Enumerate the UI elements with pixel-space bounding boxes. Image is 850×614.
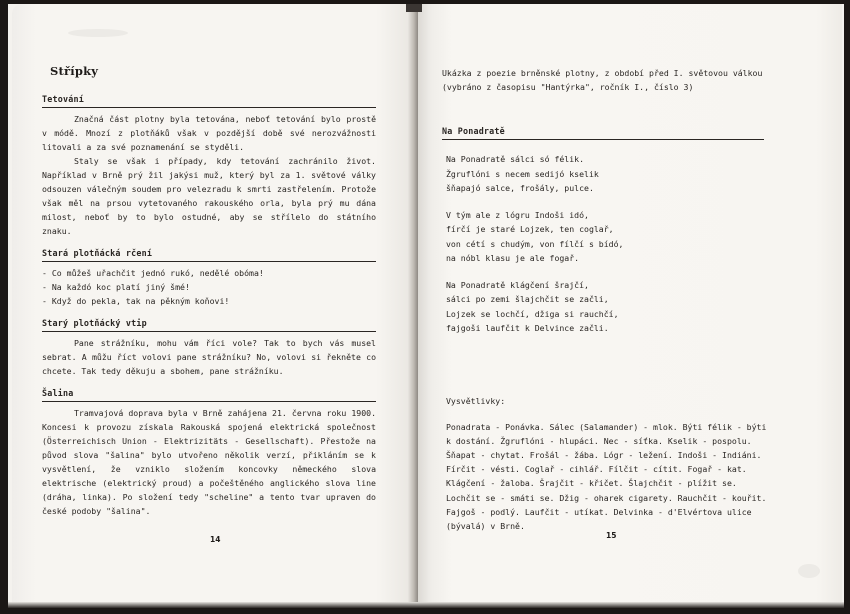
poem-line: fírčí je staré Lojzek, ten coglař, <box>446 224 614 234</box>
paper-smudge <box>798 564 820 578</box>
poem-stanza <box>446 152 782 196</box>
glossary-label: Vysvětlivky: <box>446 395 506 406</box>
binding-edge <box>406 4 422 12</box>
poem-line: Na Ponadratě klágčení šrajčí, <box>446 279 589 290</box>
poem-line: šňapajó salce, frošály, pulce. <box>446 183 594 193</box>
book-gutter <box>408 4 418 608</box>
right-page-content <box>442 66 782 533</box>
paragraph: Staly se však i případy, kdy tetování zachránilo život. Například v Brně prý žil jakýsi muž, který byl za 1. světové války odsouzen válečným soudem pro velezradu k smrti zastřelením. Protože však měl na prsou vytetovaného rakouského orla, byla prý mu dána milost, neboť by to bylo ostudné, aby se střílelo do státního znaku. <box>42 156 376 236</box>
poem-stanza <box>446 208 782 266</box>
left-page-content <box>42 64 376 526</box>
glossary-text: Ponadrata - Ponávka. Sálec (Salamander) - mlok. Býti félik - býti k dostání. Žgruflóni - hlupáci. Nec - síťka. Kselik - pospolu. Šňapat - chytat. Frošál - žába. Lógr - ležení. Indoši - Indiáni. Fírčit - vésti. Coglař - cihlář. Fílčit - cítit. Fogař - kat. Klágčení - žaloba. Šrajčit - křičet. Šlajchčit - plížit se. Lochčit se - smáti se. Džig - oharek cigarety. Rauchčit - kouřit. Fajgoš - podlý. Laufčit - utíkat. Delvinka - d'Elvértova ulice (bývalá) v Brně. <box>446 421 767 531</box>
page-number-left: 14 <box>210 535 221 544</box>
poem-line: V tým ale z lógru Indoši idó, <box>446 209 589 220</box>
saying-item: - Na každó koc platí jiný šmé! <box>42 282 190 292</box>
poem-line: von cétí s chudým, von fílčí s bídó, <box>446 238 624 249</box>
poem-title: Na Ponadratě <box>442 124 764 140</box>
section-heading: Tetování <box>42 92 376 108</box>
section-sayings <box>42 246 376 308</box>
saying-item: - Co můžeš uřachčit jednó rukó, nedělé obóma! <box>42 268 264 278</box>
saying-item: - Když do pekla, tak na pěkným koňovi! <box>42 296 230 306</box>
paper-smudge <box>68 29 128 37</box>
poem-line: na nóbl klasu je ale fogař. <box>446 253 580 263</box>
section-joke <box>42 316 376 378</box>
paragraph: Tramvajová doprava byla v Brně zahájena 21. června roku 1900. Koncesi k provozu získala Rakouská spojená elektrická společnost (Österreichisch Union - Elektrizitäts - Gesellschaft). Přestože na původ slova "šalina" bylo utvořeno několik verzí, přikláním se k vysvětlení, že vzniklo složením koncovky německého slova elektrische (elektrický proud) a počeštěného anglického slova line (dráha, linka). Po složení tedy "scheline" a tento tvar upraven do české podoby "šalina". <box>42 408 376 516</box>
poem-line: Žgruflóni s necem sedijó kselik <box>446 168 599 179</box>
section-salina <box>42 386 376 518</box>
poem-line: Lojzek se lochčí, džiga si rauchčí, <box>446 308 619 319</box>
poem-line: Na Ponadratě sálci só félik. <box>446 154 585 164</box>
poem-line: fajgoši laufčit k Delvince začli. <box>446 323 609 333</box>
section-heading: Stará plotňácká rčení <box>42 246 376 262</box>
section-tetovani <box>42 92 376 238</box>
page-title: Střípky <box>50 64 99 78</box>
section-heading: Starý plotňácký vtip <box>42 316 376 332</box>
poem-stanza <box>446 278 782 336</box>
paragraph: Značná část plotny byla tetována, neboť tetování bylo prostě v módě. Mnozí z plotňáků však v pozdější době své nerozvážnosti litovali a za své poznamenání se styděli. <box>42 114 376 152</box>
section-heading: Šalina <box>42 386 376 402</box>
page-number-right: 15 <box>606 531 617 540</box>
intro-text: Ukázka z poezie brněnské plotny, z období před I. světovou válkou (vybráno z časopisu "Hantýrka", ročník I., číslo 3) <box>442 68 763 92</box>
poem-line: sálci po zemi šlajchčit se začli, <box>446 294 609 304</box>
paragraph: Pane strážníku, mohu vám říci vole? Tak to bych vás musel sebrat. A můžu říct volovi pane strážníku? No, volovi si řekněte co chcete. Tak tedy děkuju a sbohem, pane strážníku. <box>42 338 376 376</box>
page-bottom-shadow <box>8 602 844 608</box>
